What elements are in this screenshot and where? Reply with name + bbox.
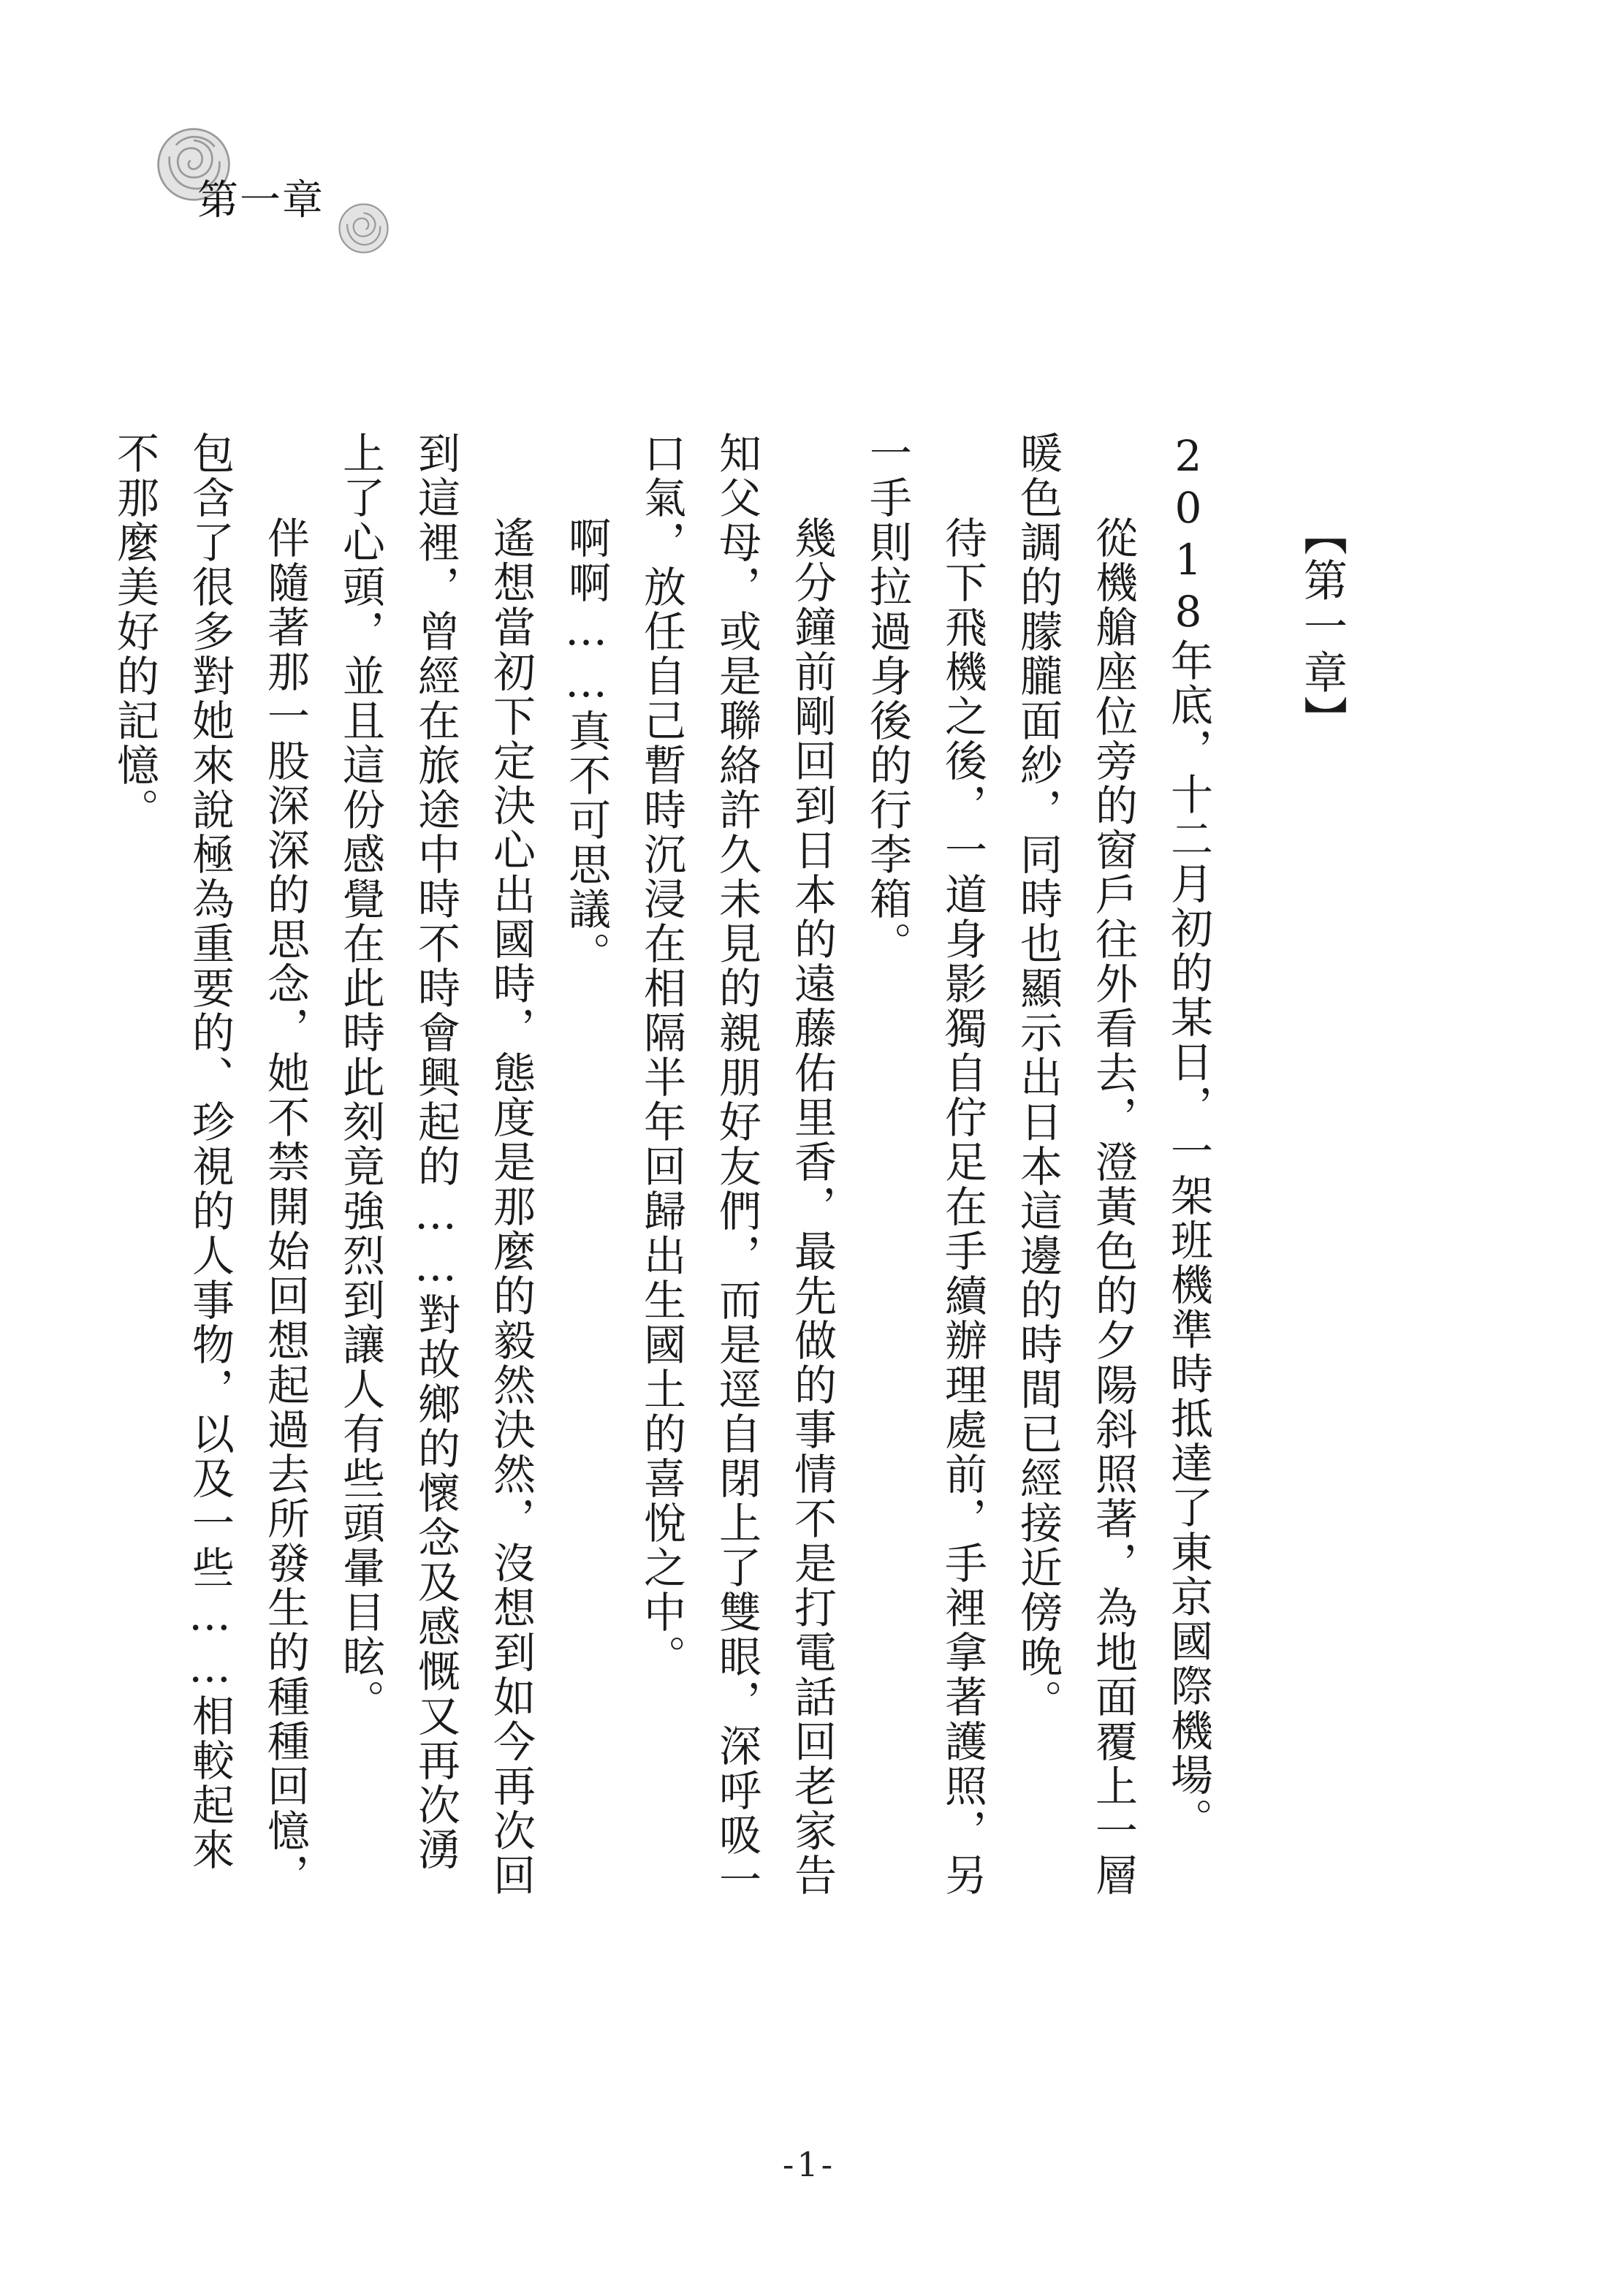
- chapter-heading: 【第一章】: [1296, 512, 1348, 742]
- paragraph: 幾分鐘前剛回到日本的遠藤佑里香，最先做的事情不是打電話回老家告知父母，或是聯絡許久未見的親朋好友們，而是逕自閉上了雙眼，深呼吸一口氣，放任自己暫時沉浸在相隔半年回歸出生國土的喜悅之中。: [637, 431, 837, 1902]
- paragraph: 從機艙座位旁的窗戶往外看去，澄黃色的夕陽斜照著，為地面覆上一層暖色調的朦朧面紗，同時也顯示出日本這邊的時間已經接近傍晚。: [1013, 431, 1138, 1898]
- paragraph: 啊啊……真不可思議。: [561, 516, 611, 976]
- chapter-header: [139, 117, 417, 263]
- paragraph: 待下飛機之後，一道身影獨自佇足在手續辦理處前，手裡拿著護照，另一手則拉過身後的行李箱。: [862, 431, 987, 1898]
- paragraph: 2018年底，十二月初的某日，一架班機準時抵達了東京國際機場。: [1163, 431, 1213, 1842]
- paragraph: 伴隨著那一股深深的思念，她不禁開始回想起過去所發生的種種回憶，包含了很多對她來說極為重要的、珍視的人事物，以及一些……相較起來不那麼美好的記憶。: [110, 431, 310, 1898]
- paragraph: 遙想當初下定決心出國時，態度是那麼的毅然決然，沒想到如今再次回到這裡，曾經在旅途中時不時會興起的……對故鄉的懷念及感慨又再次湧上了心頭，並且這份感覺在此時此刻竟強烈到讓人有些頭暈目眩。: [335, 431, 536, 1898]
- vertical-text-body: [110, 431, 1359, 1915]
- chapter-title: 第一章: [197, 177, 324, 224]
- rose-ornament-small-icon: [336, 201, 391, 256]
- page-number: -1-: [782, 2145, 836, 2184]
